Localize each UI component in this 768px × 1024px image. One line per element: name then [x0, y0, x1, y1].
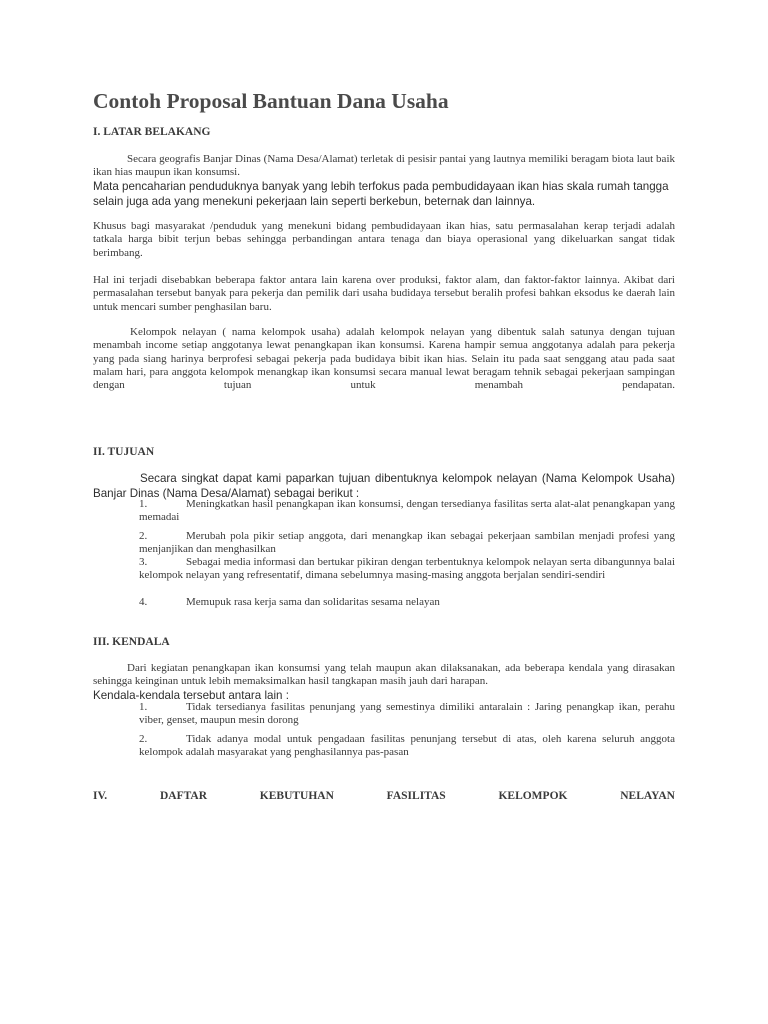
heading-word: FASILITAS — [386, 790, 446, 802]
list-number: 1. — [139, 701, 148, 713]
list-text: Sebagai media informasi dan bertukar pikiran dengan terbentuknya kelompok nelayan serta dibangunnya balai kelompok nelayan yang refresentatif, dimana sebelumnya masing-masing anggota berjalan sendiri-sendiri — [139, 556, 675, 582]
list-item-tujuan-3 — [139, 556, 675, 583]
list-text: Tidak adanya modal untuk pengadaan fasilitas penunjang tersebut di atas, oleh karena seluruh anggota kelompok adalah masyarakat yang penghasilannya pas-pasan — [139, 733, 675, 759]
list-item-tujuan-1 — [139, 498, 675, 525]
section-heading-tujuan: II. TUJUAN — [93, 446, 155, 458]
paragraph-tujuan-intro: Secara singkat dapat kami paparkan tujuan dibentuknya kelompok nelayan (Nama Kelompok Usaha) Banjar Dinas (Nama Desa/Alamat) sebagai berikut : — [93, 472, 675, 500]
list-text: Merubah pola pikir setiap anggota, dari menangkap ikan sebagai pekerjaan sambilan menjadi profesi yang menjanjikan dan menghasilkan — [139, 530, 675, 556]
list-number: 1. — [139, 498, 148, 510]
paragraph-latar-3: Hal ini terjadi disebabkan beberapa faktor antara lain karena over produksi, faktor alam, dan faktor-faktor lainnya. Akibat dari permasalahan tersebut banyak para pekerja dan pemilik dari usaha budidaya tersebut beralih profesi bahkan eksodus ke daerah lain untuk mencari sumber penghasilan baru. — [93, 274, 675, 313]
paragraph-kendala-1: Dari kegiatan penangkapan ikan konsumsi yang telah maupun akan dilaksanakan, ada beberapa kendala yang dirasakan sehingga keinginan untuk lebih memaksimalkan hasil tangkapan masih jauh dari harapan. — [93, 662, 675, 688]
list-number: 2. — [139, 733, 148, 745]
list-item-tujuan-4 — [139, 596, 675, 609]
list-text: Meningkatkan hasil penangkapan ikan konsumsi, dengan tersedianya fasilitas serta alat-alat penangkapan yang memadai — [139, 498, 675, 524]
list-item-tujuan-2 — [139, 530, 675, 557]
section-heading-daftar-kebutuhan — [93, 789, 675, 803]
list-number: 4. — [139, 596, 148, 608]
list-item-kendala-2 — [139, 733, 675, 760]
list-text: Memupuk rasa kerja sama dan solidaritas sesama nelayan — [186, 596, 440, 608]
list-text: Tidak tersedianya fasilitas penunjang yang semestinya dimiliki antaralain : Jaring penangkap ikan, perahu viber, genset, maupun mesin dorong — [139, 701, 675, 727]
section-heading-kendala: III. KENDALA — [93, 636, 170, 648]
heading-word: KEBUTUHAN — [259, 790, 334, 802]
list-number: 2. — [139, 530, 148, 542]
heading-word: KELOMPOK — [498, 790, 568, 802]
paragraph-latar-1b: Mata pencaharian penduduknya banyak yang lebih terfokus pada pembudidayaan ikan hias skala rumah tangga selain juga ada yang menekuni pekerjaan lain seperti berkebun, beternak dan lainnya. — [93, 180, 669, 208]
heading-word: DAFTAR — [159, 790, 208, 802]
paragraph-latar-2: Khusus bagi masyarakat /penduduk yang menekuni bidang pembudidayaan ikan hias, satu permasalahan kerap terjadi adalah tatkala harga bibit terjun bebas sehingga perbandingan antara tenaga dan biaya operasional yang dikeluarkan sangat tidak berimbang. — [93, 220, 675, 259]
paragraph-latar-4: Kelompok nelayan ( nama kelompok usaha) adalah kelompok nelayan yang dibentuk salah satunya dengan tujuan menambah income setiap anggotanya lewat penangkapan ikan konsumsi. Karena hampir semua anggotanya adalah para pekerja yang pada siang harinya berprofesi sebagai pekerja pada budidaya bibit ikan hias. Selain itu pada saat senggang atau pada saat malam hari, para anggota kelompok menangkap ikan konsumsi secara manual lewat beragam tehnik sebagai pekerjaan sampingan dengan tujuan untuk menambah pendapatan. — [93, 326, 675, 392]
heading-word: NELAYAN — [620, 790, 675, 802]
list-number: 3. — [139, 556, 148, 568]
section-heading-latar-belakang: I. LATAR BELAKANG — [93, 126, 211, 138]
list-item-kendala-1 — [139, 701, 675, 728]
paragraph-kendala-1b: Kendala-kendala tersebut antara lain : — [93, 689, 289, 702]
heading-word: IV. — [93, 790, 108, 802]
paragraph-latar-1: Secara geografis Banjar Dinas (Nama Desa/Alamat) terletak di pesisir pantai yang lautnya memiliki beragam biota laut baik ikan hias maupun ikan konsumsi. — [93, 153, 675, 179]
document-title: Contoh Proposal Bantuan Dana Usaha — [93, 89, 449, 113]
